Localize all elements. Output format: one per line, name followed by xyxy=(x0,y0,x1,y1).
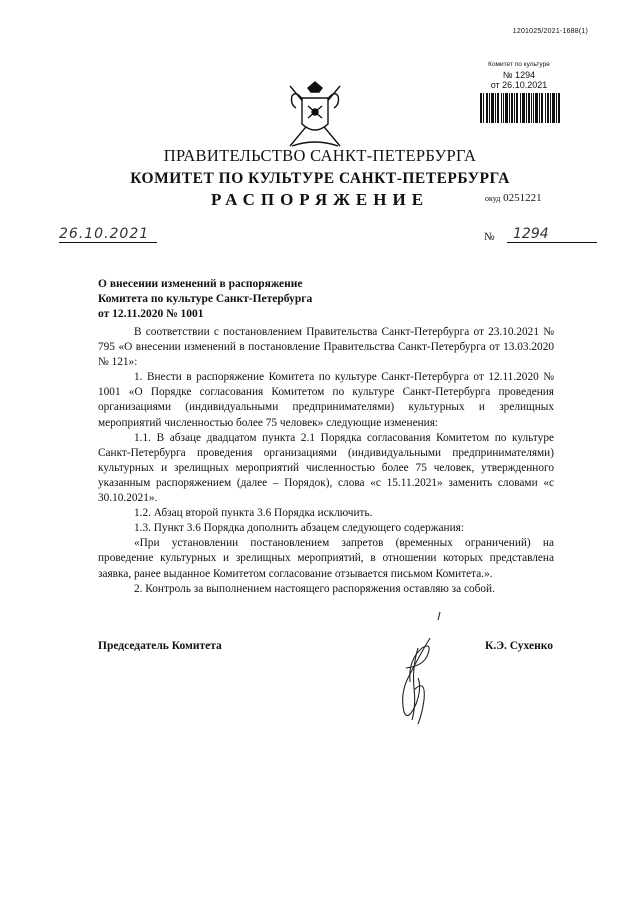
subject-line: Комитета по культуре Санкт-Петербурга xyxy=(98,293,313,305)
number-label: № xyxy=(484,231,495,243)
committee-title: КОМИТЕТ ПО КУЛЬТУРЕ САНКТ-ПЕТЕРБУРГА xyxy=(130,170,510,187)
barcode xyxy=(480,93,560,123)
body-paragraph: 2. Контроль за выполнением настоящего распоряжения оставляю за собой. xyxy=(134,582,495,595)
body-paragraph: 1.3. Пункт 3.6 Порядка дополнить абзацем следующего содержания: xyxy=(134,522,464,535)
government-title: ПРАВИТЕЛЬСТВО САНКТ-ПЕТЕРБУРГА xyxy=(163,146,477,165)
stamp-date: от 26.10.2021 xyxy=(490,80,548,90)
okud-label: окуд xyxy=(485,194,501,203)
stamp-number: № 1294 xyxy=(502,70,536,80)
body-paragraph: 1. Внести в распоряжение Комитета по культуре Санкт-Петербурга от 12.11.2020 № 1001 «О Порядке согласования Комитетом по культуре Санкт-Петербурга проведения организациями (индивидуальными предпринимателями) культурных и зрелищных мероприятий численностью более 75 человек» следующие изменения: xyxy=(98,371,554,429)
handwritten-date: 26.10.2021 xyxy=(59,226,157,243)
body-paragraph: В соответствии с постановлением Правительства Санкт-Петербурга от 23.10.2021 № 795 «О внесении изменений в постановление Правительства Санкт-Петербурга от 13.03.2020 № 121»: xyxy=(98,326,554,369)
document-subject xyxy=(98,277,398,322)
body-paragraph: 1.1. В абзаце двадцатом пункта 2.1 Порядка согласования Комитетом по культуре Санкт-Петербурга проведения организациями (индивидуальными предпринимателями) культурных и зрелищных мероприятий численностью более 75 человек, утвержденного указанным распоряжением (далее – Порядок), слова «с 15.11.2021» заменить словами «с 30.10.2021». xyxy=(98,431,554,505)
document-type-title: РАСПОРЯЖЕНИЕ xyxy=(210,190,430,209)
signatory-position: Председатель Комитета xyxy=(98,640,222,652)
body-paragraph: 1.2. Абзац второй пункта 3.6 Порядка исключить. xyxy=(134,507,373,520)
coat-of-arms-emblem xyxy=(286,80,344,152)
stamp-org: Комитет по культуре xyxy=(488,61,550,68)
document-body xyxy=(98,325,554,597)
document-registration-id: 1201025/2021-1688(1) xyxy=(512,28,588,35)
registration-stamp xyxy=(479,60,559,90)
body-paragraph: «При установлении постановлением запретов (временных ограничений) на проведение культурных и зрелищных мероприятий, в отношении которых представлена заявка, ранее выданное Комитетом согласование отзывается письмом Комитета.». xyxy=(98,537,554,580)
handwritten-signature xyxy=(378,608,468,728)
subject-line: от 12.11.2020 № 1001 xyxy=(98,308,204,320)
signatory-name: К.Э. Сухенко xyxy=(485,640,553,652)
okud-value: 0251221 xyxy=(503,192,542,204)
handwritten-number: 1294 xyxy=(507,226,597,243)
subject-line: О внесении изменений в распоряжение xyxy=(98,278,303,290)
okud-code xyxy=(485,192,542,204)
